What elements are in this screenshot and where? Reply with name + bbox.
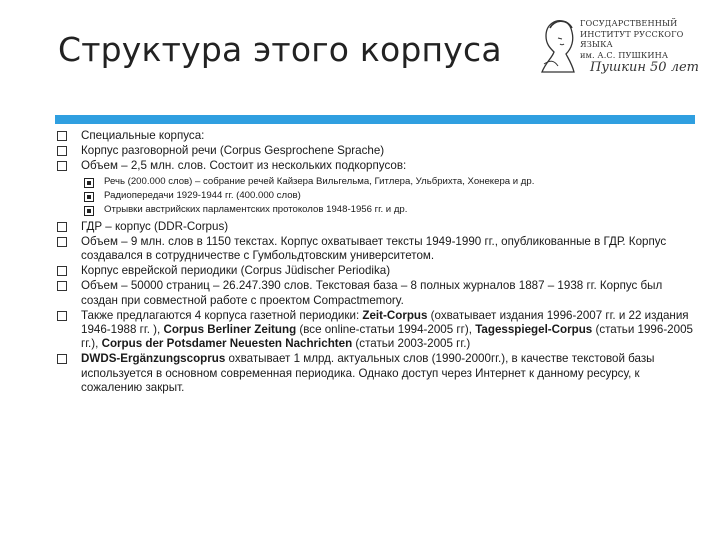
sub-list-item [56,203,696,217]
logo-signature: Пушкин 50 лет [590,60,699,75]
logo-line: ИНСТИТУТ РУССКОГО ЯЗЫКА [580,28,684,49]
corpus-name: Tagesspiegel-Corpus [475,323,593,337]
text-run: (статьи 1996-2005 гг.), [81,323,693,351]
square-bullet-icon [57,222,67,232]
list-item-text: Объем – 9 млн. слов в 1150 текстах. Корпус охватывает тексты 1949-1990 гг., опубликованные в ГДР. Корпус создавался в сотрудничестве с Гумбольдтовским университетом. [81,234,667,263]
list-item-text: Объем – 50000 страниц – 26.247.390 слов. Текстовая база – 8 полных журналов 1887 – 1938 гг. Корпус был создан при совместной работе с проектом Compactmemory. [81,279,663,307]
page-title: Структура этого корпуса [58,30,502,69]
sub-item-text: Речь (200.000 слов) – собрание речей Кайзера Вильгельма, Гитлера, Ульбрихта, Хонекера и др. [104,175,535,187]
sub-list-item [56,175,696,189]
square-bullet-icon [57,146,67,156]
corpus-name: Zeit-Corpus [362,308,428,322]
logo-text [580,18,704,60]
square-bullet-icon [57,354,67,364]
institute-logo [528,10,704,80]
filled-square-bullet-icon [84,178,94,188]
square-bullet-icon [57,131,67,141]
list-item-text: Объем – 2,5 млн. слов. Состоит из нескольких подкорпусов: [81,159,407,173]
list-item [56,279,696,307]
filled-square-bullet-icon [84,192,94,202]
text-run: (статьи 2003-2005 гг.) [352,337,471,351]
corpus-name: Corpus Berliner Zeitung [163,323,297,337]
corpus-name: DWDS-Ergänzungscoprus [81,352,226,366]
text-run: (охватывает издания 1996-2007 гг. и 22 издания 1946-1988 гг. ), [81,308,689,337]
list-item [56,144,696,158]
list-item-newspapers [56,309,696,352]
text-run: Также предлагаются 4 корпуса газетной периодики: [81,308,363,322]
pushkin-portrait-icon [536,14,580,76]
list-item [56,264,696,278]
title-divider-bar [55,115,695,124]
square-bullet-icon [57,237,67,247]
sub-list [56,175,696,217]
text-run: (все online-статьи 1994-2005 гг), [296,323,476,337]
list-item [56,235,696,263]
sub-item-text: Отрывки австрийских парламентских протоколов 1948-1956 гг. и др. [104,203,408,215]
list-item-text: ГДР – корпус (DDR-Corpus) [81,219,229,233]
sub-list-item [56,189,696,203]
square-bullet-icon [57,161,67,171]
logo-line: им. А.С. ПУШКИНА [580,49,669,60]
text-run: охватывает 1 млрд. актуальных слов (1990-2000гг.), в качестве текстовой базы используется в основном современная периодика. Однако доступ через Интернет к данному ресурсу, к сожалению закрыт. [81,352,655,394]
list-item-text: Корпус разговорной речи (Corpus Gesprochene Sprache) [81,144,385,158]
square-bullet-icon [57,281,67,291]
list-item [56,159,696,173]
square-bullet-icon [57,311,67,321]
sub-item-text: Радиопередачи 1929-1944 гг. (400.000 слов) [104,189,301,201]
list-item-text: Корпус еврейской периодики (Corpus Jüdischer Periodika) [81,264,391,278]
list-item-text: Специальные корпуса: [81,129,205,142]
list-item-dwds [56,352,696,395]
filled-square-bullet-icon [84,206,94,216]
square-bullet-icon [57,266,67,276]
logo-line: ГОСУДАРСТВЕННЫЙ [580,18,678,28]
bullet-list [56,129,696,396]
list-item [56,129,696,143]
corpus-name: Corpus der Potsdamer Neuesten Nachrichten [101,337,353,351]
list-item [56,220,696,234]
